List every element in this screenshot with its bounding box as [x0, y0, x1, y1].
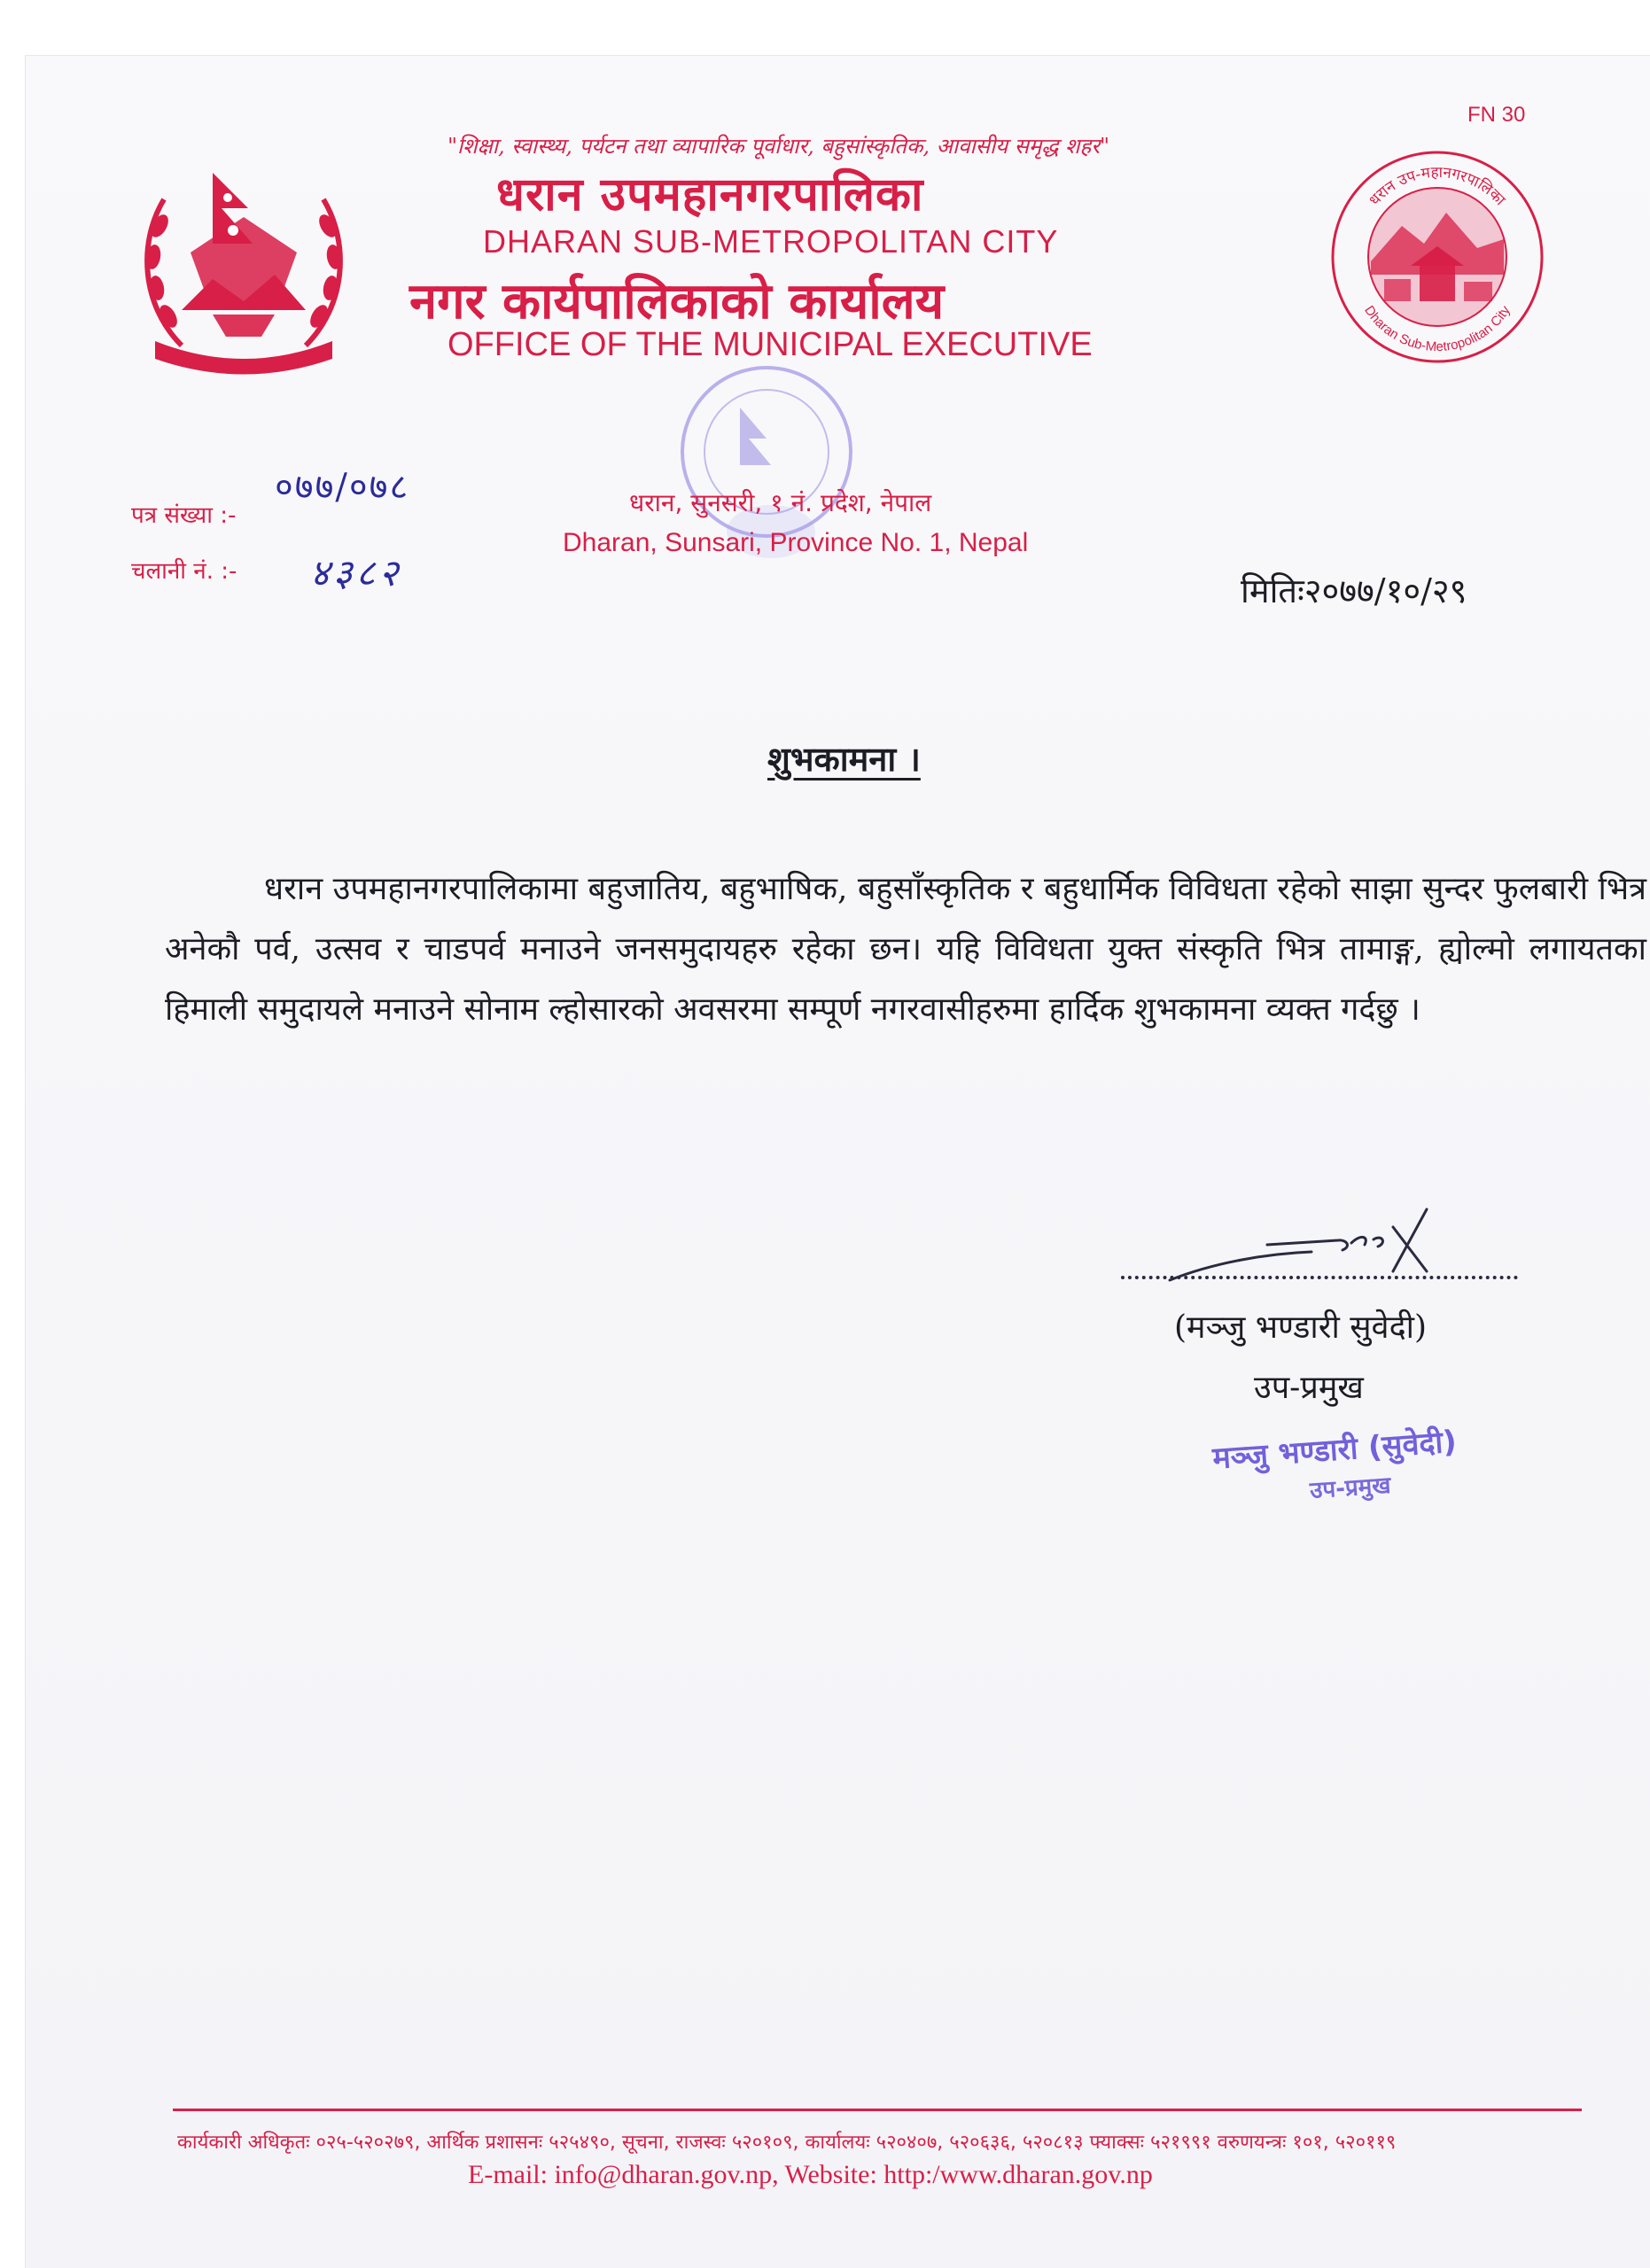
dispatch-number-value: ४३८२: [310, 551, 402, 594]
letter-date: मितिः२०७७/१०/२९: [1241, 571, 1467, 610]
footer-phone-numbers: कार्यकारी अधिकृतः ०२५-५२०२७९, आर्थिक प्रशासनः ५२५४९०, सूचना, राजस्वः ५२०१०९, कार्यालयः ५२०४०७, ५२०६३६, ५२०८१३ फ्याक्सः ५२१९९१ वरुणयन्त्रः १०१, ५२०११९: [177, 2132, 1397, 2154]
signatory-stamp-title: उप-प्रमुख: [1309, 1472, 1392, 1505]
footer-divider: [173, 2109, 1582, 2111]
signature-line: [1121, 1276, 1518, 1279]
address-english: Dharan, Sunsari, Province No. 1, Nepal: [563, 528, 1029, 557]
office-name-english: OFFICE OF THE MUNICIPAL EXECUTIVE: [448, 326, 1093, 363]
municipality-name-nepali: धरान उपमहानगरपालिका: [496, 168, 924, 221]
letter-number-label: पत्र संख्या :-: [131, 502, 237, 529]
dispatch-number-label: चलानी नं. :-: [131, 558, 237, 585]
office-name-nepali: नगर कार्यपालिकाको कार्यालय: [409, 273, 945, 330]
address-nepali: धरान, सुनसरी, १ नं. प्रदेश, नेपाल: [629, 488, 932, 517]
municipality-name-english: DHARAN SUB-METROPOLITAN CITY: [483, 223, 1059, 260]
nepal-emblem-icon: [128, 146, 359, 385]
signatory-title: उप-प्रमुख: [1254, 1370, 1364, 1406]
municipal-motto: "शिक्षा, स्वास्थ्य, पर्यटन तथा व्यापारिक पूर्वाधार, बहुसांस्कृतिक, आवासीय समृद्ध शहर": [448, 134, 1110, 159]
signatory-name: (मञ्जु भण्डारी सुवेदी): [1174, 1309, 1428, 1346]
page-top-margin: [25, 0, 1650, 56]
page-left-margin: [0, 0, 26, 2268]
letter-number-value: ०७७/०७८: [275, 467, 410, 508]
letter-body: धरान उपमहानगरपालिकामा बहुजातिय, बहुभाषिक, बहुसाँस्कृतिक र बहुधार्मिक विविधता रहेको साझा सुन्दर फुलबारी भित्र अनेकौ पर्व, उत्सव र चाडपर्व मनाउने जनसमुदायहरु रहेका छन। यहि विविधता युक्त संस्कृति भित्र तामाङ्ग, ह्योल्मो लगायतका हिमाली समुदायले मनाउने सोनाम ल्होसारको अवसरमा सम्पूर्ण नगरवासीहरुमा हार्दिक शुभकामना व्यक्त गर्दछु ।: [165, 871, 1646, 1028]
signatory-stamp-name: मञ्जु भण्डारी (सुवेदी): [1211, 1424, 1459, 1477]
form-code: FN 30: [1467, 103, 1526, 127]
seal-text-bottom: Dharan Sub-Metropolitan City: [1361, 303, 1514, 355]
letter-subject: शुभकामना ।: [767, 739, 921, 779]
municipal-seal-icon: [1322, 142, 1553, 372]
seal-text-top: धरान उप-महानगरपालिका: [1366, 163, 1509, 210]
footer-contact: E-mail: info@dharan.gov.np, Website: http:/www.dharan.gov.np: [468, 2160, 1153, 2189]
